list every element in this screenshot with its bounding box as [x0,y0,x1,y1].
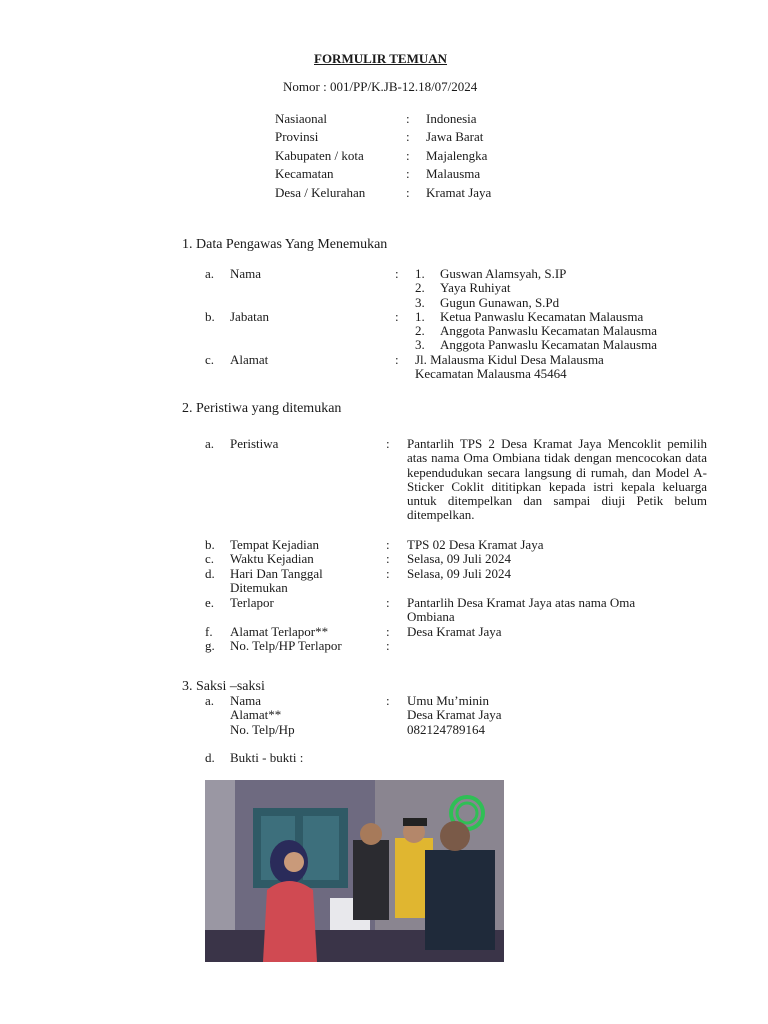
location-value: Jawa Barat [426,129,484,144]
item-letter: a. [205,266,215,281]
event-description: Pantarlih TPS 2 Desa Kramat Jaya Mencoklit pemilih atas nama Oma Ombiana tidak dengan mencocokan data kependudukan secara langsung di rumah, dan Model A-Sticker Coklit dititipkan kepada istri kepala keluarga untuk ditempelkan dan sampai diuji Petik belum ditempelkan. [407,436,707,523]
location-label: Kecamatan [275,166,334,181]
list-number: 1. [415,309,425,324]
item-letter: d. [205,566,215,581]
item-letter: b. [205,309,215,324]
location-label: Kabupaten / kota [275,148,364,163]
item-colon: : [386,436,390,451]
item-colon: : [395,266,399,281]
item-label: Hari Dan Tanggal [230,566,323,581]
supervisor-name: Guswan Alamsyah, S.IP [440,266,567,281]
item-colon: : [386,551,390,566]
item-letter: b. [205,537,215,552]
supervisor-name: Gugun Gunawan, S.Pd [440,295,560,310]
item-label: Nama [230,266,262,281]
item-value: Ombiana [407,609,455,624]
witness-phone: 082124789164 [407,722,485,737]
supervisor-position: Anggota Panwaslu Kecamatan Malausma [440,323,657,338]
list-number: 2. [415,280,425,295]
evidence-photo-illustration [205,780,504,962]
section-1-title: 1. Data Pengawas Yang Menemukan [182,237,388,252]
item-value: Pantarlih Desa Kramat Jaya atas nama Oma [407,595,636,610]
item-letter: a. [205,436,215,451]
item-colon: : [386,638,390,653]
location-colon: : [406,166,410,181]
location-label: Nasiaonal [275,111,327,126]
location-colon: : [406,148,410,163]
item-label: Tempat Kejadian [230,537,319,552]
location-value: Majalengka [426,148,488,163]
location-value: Kramat Jaya [426,185,492,200]
item-value: Selasa, 09 Juli 2024 [407,551,511,566]
item-letter: e. [205,595,215,610]
item-label: Terlapor [230,595,274,610]
section-3-title: 3. Saksi –saksi [182,679,265,694]
item-label: Ditemukan [230,580,288,595]
section-2-title: 2. Peristiwa yang ditemukan [182,401,342,416]
witness-name: Umu Mu’minin [407,693,489,708]
item-colon: : [386,624,390,639]
item-value: TPS 02 Desa Kramat Jaya [407,537,544,552]
witness-address: Desa Kramat Jaya [407,707,502,722]
item-label: Alamat** [230,707,282,722]
evidence-photo [205,780,504,962]
item-label: Alamat [230,352,269,367]
item-label: Nama [230,693,262,708]
item-label: Waktu Kejadian [230,551,314,566]
supervisor-position: Anggota Panwaslu Kecamatan Malausma [440,337,657,352]
location-value: Indonesia [426,111,477,126]
item-value: Selasa, 09 Juli 2024 [407,566,511,581]
item-colon: : [386,595,390,610]
location-label: Provinsi [275,129,319,144]
location-label: Desa / Kelurahan [275,185,366,200]
item-colon: : [386,566,390,581]
form-title: FORMULIR TEMUAN [314,51,448,66]
item-letter: g. [205,638,215,653]
item-label: Peristiwa [230,436,279,451]
item-label: No. Telp/HP Terlapor [230,638,342,653]
list-number: 1. [415,266,425,281]
item-letter: a. [205,693,215,708]
location-value: Malausma [426,166,481,181]
evidence-label: Bukti - bukti : [230,750,304,765]
item-label: Alamat Terlapor** [230,624,329,639]
location-colon: : [406,111,410,126]
supervisor-position: Ketua Panwaslu Kecamatan Malausma [440,309,644,324]
location-colon: : [406,185,410,200]
list-number: 3. [415,295,425,310]
item-colon: : [386,537,390,552]
item-letter: c. [205,352,215,367]
form-number: Nomor : 001/PP/K.JB-12.18/07/2024 [283,79,478,94]
location-colon: : [406,129,410,144]
supervisor-name: Yaya Ruhiyat [440,280,511,295]
item-letter: f. [205,624,213,639]
list-number: 3. [415,337,425,352]
item-letter: d. [205,750,215,765]
list-number: 2. [415,323,425,338]
item-letter: c. [205,551,215,566]
item-colon: : [386,693,390,708]
item-colon: : [395,352,399,367]
item-label: No. Telp/Hp [230,722,295,737]
supervisor-address: Jl. Malausma Kidul Desa Malausma [415,352,604,367]
item-value: Desa Kramat Jaya [407,624,502,639]
supervisor-address: Kecamatan Malausma 45464 [415,366,567,381]
item-label: Jabatan [230,309,269,324]
item-colon: : [395,309,399,324]
